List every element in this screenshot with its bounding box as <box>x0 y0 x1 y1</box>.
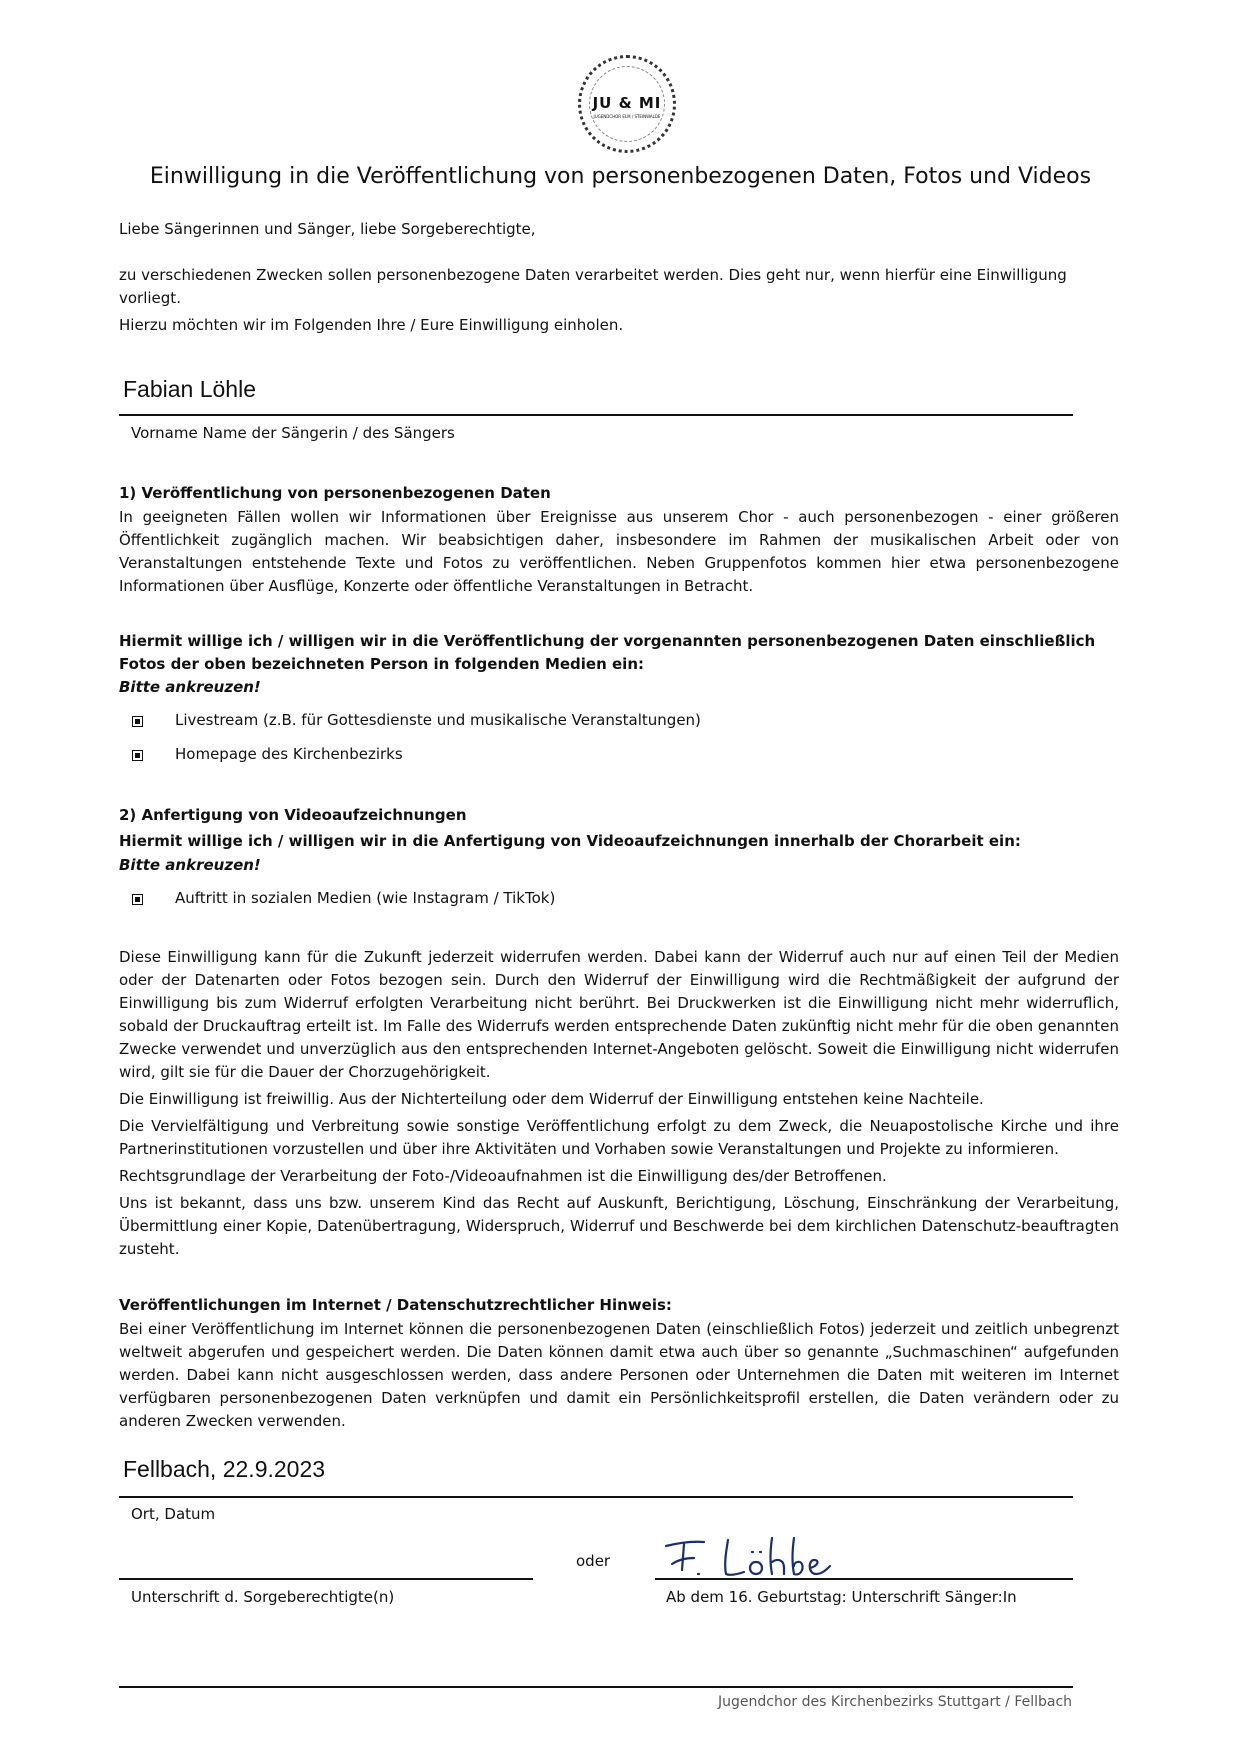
checkbox-livestream[interactable] <box>132 716 143 727</box>
voluntary-paragraph: Die Einwilligung ist freiwillig. Aus der Nichterteilung oder dem Widerruf der Einwilligung entstehen keine Nachteile. <box>119 1090 984 1108</box>
footer-line <box>119 1686 1073 1688</box>
logo-text: JU & MI <box>592 94 662 112</box>
signature-graphic <box>664 1534 834 1580</box>
checkbox-social-media[interactable] <box>132 894 143 905</box>
logo-subtext: JUGENDCHOR ELM / STEINWALDE <box>593 114 661 119</box>
legal-basis-paragraph: Rechtsgrundlage der Verarbeitung der Foto-/Videoaufnahmen ist die Einwilligung des/der Betroffenen. <box>119 1167 887 1185</box>
option-livestream-label: Livestream (z.B. für Gottesdienste und musikalische Veranstaltungen) <box>175 711 701 729</box>
singer-name-line <box>119 414 1073 416</box>
revocation-paragraph: Diese Einwilligung kann für die Zukunft jederzeit widerrufen werden. Dabei kann der Widerruf auch nur auf einen Teil der Medien oder der Datenarten oder Fotos bezogen sein. Durch den Widerruf der Einwilligung wird die Rechtmäßigkeit der aufgrund der Einwilligung bis zum Widerruf erfolgten Verarbeitung nicht berührt. Bei Druckwerken ist die Einwilligung nicht mehr widerruflich, sobald der Druckauftrag erteilt ist. Im Falle des Widerrufs werden entsprechende Daten zukünftig nicht mehr für die oben genannten Zwecke verwendet und unverzüglich aus den entsprechenden Internet-Angeboten gelöscht. Soweit die Einwilligung nicht widerrufen wird, gilt sie für die Dauer der Chorzugehörigkeit. <box>119 948 1119 1081</box>
option-social-media-label: Auftritt in sozialen Medien (wie Instagram / TikTok) <box>175 889 556 907</box>
section-1-consent: Hiermit willige ich / willigen wir in die Veröffentlichung der vorgenannten personenbezogenen Daten einschließlich Fotos der oben bezeichneten Person in folgenden Medien ein: <box>119 632 1096 673</box>
checkbox-homepage[interactable] <box>132 750 143 761</box>
choir-logo <box>578 55 676 153</box>
rights-paragraph: Uns ist bekannt, dass uns bzw. unserem Kind das Recht auf Auskunft, Berichtigung, Löschung, Einschränkung der Verarbeitung, Übermittlung einer Kopie, Datenübertragung, Widerspruch, Widerruf und Beschwerde bei dem kirchlichen Datenschutz-beauftragten zusteht. <box>119 1194 1119 1258</box>
internet-notice-heading: Veröffentlichungen im Internet / Datenschutzrechtlicher Hinweis: <box>119 1296 672 1314</box>
place-date-line <box>119 1496 1073 1498</box>
singer-name-label: Vorname Name der Sängerin / des Sängers <box>131 424 455 442</box>
footer-text: Jugendchor des Kirchenbezirks Stuttgart / Fellbach <box>718 1694 1073 1710</box>
section-1-heading: 1) Veröffentlichung von personenbezogenen Daten <box>119 484 551 502</box>
section-1-instruction: Bitte ankreuzen! <box>119 678 261 696</box>
or-label: oder <box>576 1552 611 1570</box>
section-2-heading: 2) Anfertigung von Videoaufzeichnungen <box>119 806 467 824</box>
section-1-body: In geeigneten Fällen wollen wir Informationen über Ereignisse aus unserem Chor - auch personenbezogen - einer größeren Öffentlichkeit zugänglich machen. Wir beabsichtigen daher, insbesondere im Rahmen der musikalischen Arbeit oder von Veranstaltungen entstehende Texte und Fotos zu veröffentlichen. Neben Gruppenfotos kommen hier etwa personenbezogene Informationen über Ausflüge, Konzerte oder öffentliche Veranstaltungen in Betracht. <box>119 508 1119 595</box>
internet-notice-body: Bei einer Veröffentlichung im Internet können die personenbezogenen Daten (einschließlich Fotos) jederzeit und zeitlich unbegrenzt weltweit abgerufen und gespeichert werden. Die Daten können damit etwa auch über so genannte „Suchmaschinen“ aufgefunden werden. Dabei kann nicht ausgeschlossen werden, dass andere Personen oder Unternehmen die Daten mit weiteren im Internet verfügbaren personenbezogenen Daten verknüpfen und damit ein Persönlichkeitsprofil erstellen, die Daten verändern oder zu anderen Zwecken verwenden. <box>119 1320 1119 1430</box>
place-date-label: Ort, Datum <box>131 1505 216 1523</box>
guardian-signature-label: Unterschrift d. Sorgeberechtigte(n) <box>131 1588 395 1606</box>
section-2-instruction: Bitte ankreuzen! <box>119 856 261 874</box>
singer-signature-label: Ab dem 16. Geburtstag: Unterschrift Sänger:In <box>666 1588 1017 1606</box>
intro-line-1: zu verschiedenen Zwecken sollen personenbezogene Daten verarbeitet werden. Dies geht nur, wenn hierfür eine Einwilligung vorliegt. <box>119 266 1067 307</box>
intro-line-2: Hierzu möchten wir im Folgenden Ihre / Eure Einwilligung einholen. <box>119 316 624 334</box>
singer-name-value: Fabian Löhle <box>123 376 256 402</box>
greeting: Liebe Sängerinnen und Sänger, liebe Sorgeberechtigte, <box>119 220 536 238</box>
purpose-paragraph: Die Vervielfältigung und Verbreitung sowie sonstige Veröffentlichung erfolgt zu dem Zweck, die Neuapostolische Kirche und ihre Partnerinstitutionen vorzustellen und über ihre Aktivitäten und Vorhaben sowie Veranstaltungen und Projekte zu informieren. <box>119 1117 1119 1158</box>
singer-signature-line <box>655 1578 1073 1580</box>
place-date-value: Fellbach, 22.9.2023 <box>123 1456 326 1482</box>
option-homepage-label: Homepage des Kirchenbezirks <box>175 745 403 763</box>
section-2-consent: Hiermit willige ich / willigen wir in die Anfertigung von Videoaufzeichnungen innerhalb der Chorarbeit ein: <box>119 832 1021 850</box>
singer-signature <box>664 1534 834 1584</box>
guardian-signature-line <box>119 1578 533 1580</box>
document-title: Einwilligung in die Veröffentlichung von personenbezogenen Daten, Fotos und Videos <box>149 164 1092 189</box>
